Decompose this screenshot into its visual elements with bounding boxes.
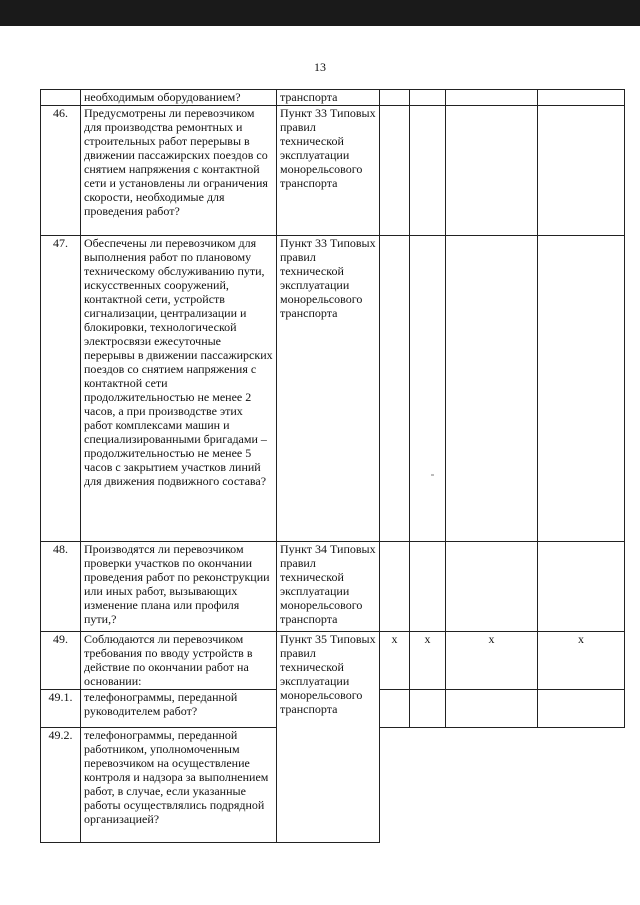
table-row (41, 236, 625, 542)
question-cell: Предусмотрены ли перевозчиком для производства ремонтных и строительных работ перерывы в движении пассажирских поездов со снятием напряжения с контактной сети и установлены ли ограничения скорости, необходимые для проведения работ? (81, 106, 277, 236)
table-row (41, 542, 625, 632)
scan-speck (431, 474, 434, 476)
row-number: 49.1. (41, 690, 81, 728)
answer-no-cell (410, 236, 446, 542)
answer-no-cell (410, 542, 446, 632)
answer-yes-cell (380, 90, 410, 106)
question-cell: телефонограммы, переданной работником, уполномоченным перевозчиком на осуществление контроля и надзора за выполнением работ, в случае, если указанные работы осуществлялись подрядной организацией? (81, 728, 277, 843)
table-row (41, 90, 625, 106)
table-row (41, 632, 625, 690)
legal-reference-cell: Пункт 33 Типовых правил технической эксплуатации монорельсового транспорта (277, 236, 380, 542)
not-applicable-cell (446, 90, 538, 106)
question-cell: необходимым оборудованием? (81, 90, 277, 106)
answer-yes-cell (380, 542, 410, 632)
question-cell: Обеспечены ли перевозчиком для выполнения работ по плановому техническому обслуживанию пути, искусственных сооружений, контактной сети, устройств сигнализации, централизации и блокировки, технологической электросвязи ежесуточные перерывы в движении пассажирских поездов со снятием напряжения с контактной сети продолжительностью не менее 2 часов, а при производстве этих работ комплексами машин и специализированными бригадами – продолжительностью не менее 5 часов с закрытием участков линий для движения подвижного состава? (81, 236, 277, 542)
note-cell: x (538, 632, 625, 690)
legal-reference-cell: Пункт 35 Типовых правил технической эксплуатации монорельсового транспорта (277, 632, 380, 843)
note-cell (538, 542, 625, 632)
note-cell (538, 236, 625, 542)
answer-yes-cell (380, 106, 410, 236)
blank-area (380, 728, 625, 843)
note-cell (538, 690, 625, 728)
not-applicable-cell (446, 542, 538, 632)
legal-reference-cell: Пункт 33 Типовых правил технической эксплуатации монорельсового транспорта (277, 106, 380, 236)
answer-no-cell: x (410, 632, 446, 690)
answer-no-cell (410, 690, 446, 728)
scan-top-band (0, 0, 640, 26)
row-number: 49. (41, 632, 81, 690)
question-cell: телефонограммы, переданной руководителем работ? (81, 690, 277, 728)
not-applicable-cell (446, 236, 538, 542)
not-applicable-cell: x (446, 632, 538, 690)
row-number: 46. (41, 106, 81, 236)
page-number: 13 (314, 60, 326, 74)
not-applicable-cell (446, 106, 538, 236)
answer-yes-cell (380, 236, 410, 542)
answer-yes-cell: x (380, 632, 410, 690)
row-number: 47. (41, 236, 81, 542)
row-number: 48. (41, 542, 81, 632)
answer-yes-cell (380, 690, 410, 728)
question-cell: Соблюдаются ли перевозчиком требования по вводу устройств в действие по окончании работ на основании: (81, 632, 277, 690)
table-row (41, 106, 625, 236)
answer-no-cell (410, 106, 446, 236)
checklist-table (40, 89, 625, 843)
row-number (41, 90, 81, 106)
note-cell (538, 90, 625, 106)
legal-reference-cell: Пункт 34 Типовых правил технической эксплуатации монорельсового транспорта (277, 542, 380, 632)
not-applicable-cell (446, 690, 538, 728)
question-cell: Производятся ли перевозчиком проверки участков по окончании проведения работ по реконструкции или иных работ, вызывающих изменение плана или профиля пути,? (81, 542, 277, 632)
row-number: 49.2. (41, 728, 81, 843)
legal-reference-cell: транспорта (277, 90, 380, 106)
answer-no-cell (410, 90, 446, 106)
note-cell (538, 106, 625, 236)
